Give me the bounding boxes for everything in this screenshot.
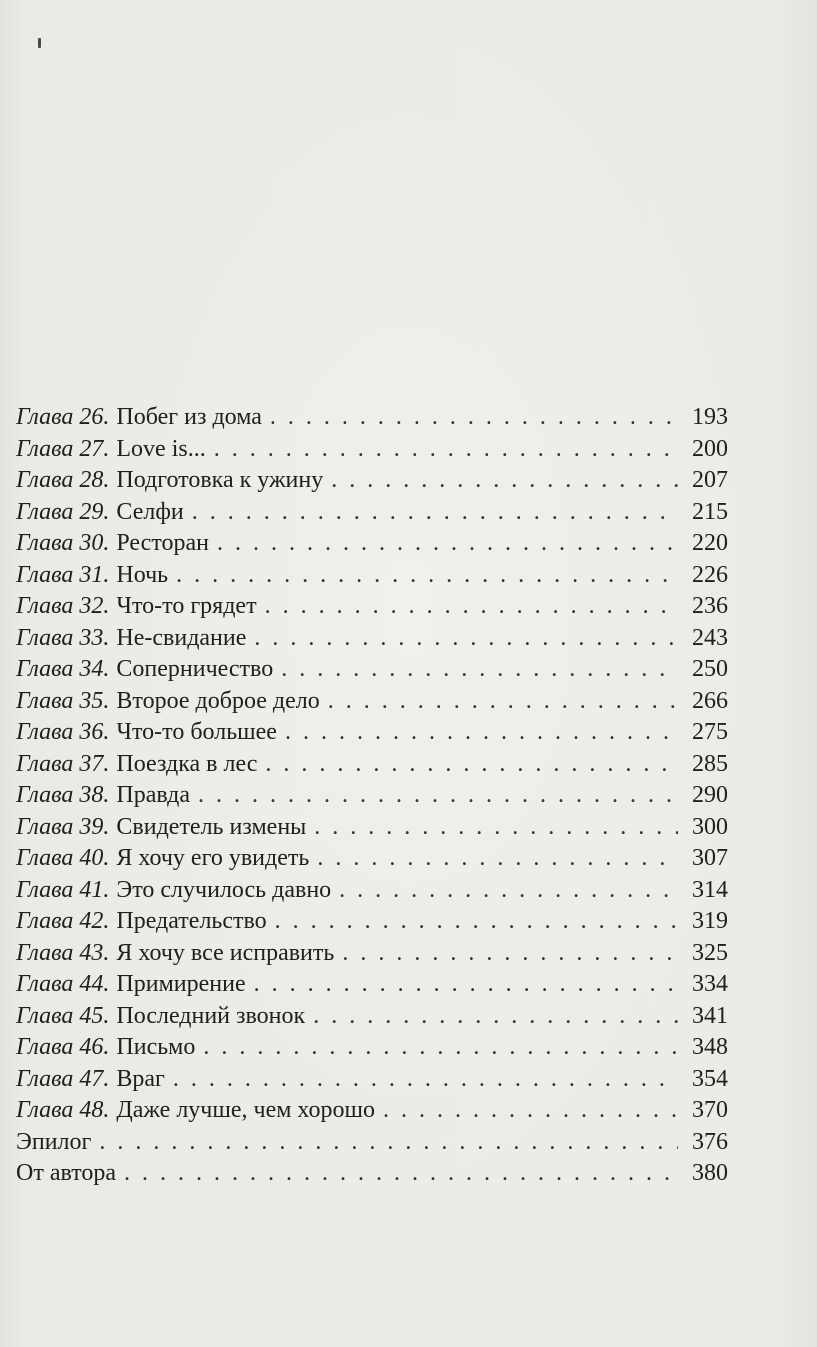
page-number: 250 [692,656,728,682]
chapter-label: Глава 29. [16,498,110,525]
dot-leader [176,560,678,592]
toc-entry-author-note [16,1158,728,1190]
page-number: 220 [692,530,728,556]
chapter-title: Love is... [116,435,206,462]
dot-leader [265,591,678,623]
toc-entry-chapter-42 [16,906,728,938]
toc-entry-chapter-41 [16,875,728,907]
chapter-title: Ночь [116,561,169,588]
dot-leader [331,465,678,497]
dot-leader [328,686,678,718]
toc-entry-chapter-45 [16,1001,728,1033]
chapter-label: Глава 27. [16,435,110,462]
dot-leader [342,938,678,970]
chapter-title: Не-свидание [116,624,247,651]
toc-entry-chapter-43 [16,938,728,970]
toc-entry-chapter-34 [16,654,728,686]
chapter-title: Что-то большее [116,719,277,745]
chapter-label: Глава 45. [16,1002,110,1029]
dot-leader [203,1032,678,1064]
chapter-title: Что-то грядет [116,593,257,619]
page-number: 348 [692,1034,728,1060]
toc-entry-chapter-38 [16,780,728,812]
chapter-title: Примирение [116,971,246,997]
page-number: 243 [692,624,728,651]
chapter-title: Предательство [116,908,267,934]
page-number: 300 [692,813,728,840]
chapter-label: Глава 40. [16,845,110,871]
toc-entry-chapter-31 [16,560,728,592]
page-number: 236 [692,593,728,619]
chapter-title: Враг [116,1065,165,1092]
toc-entry-chapter-33 [16,623,728,655]
dot-leader [173,1064,678,1096]
chapter-title: Соперничество [116,656,274,682]
dot-leader [270,402,678,434]
page-number: 325 [692,939,728,966]
chapter-title: Я хочу все исправить [116,939,335,966]
page-number: 307 [692,845,728,871]
chapter-label: Глава 44. [16,971,110,997]
toc-entry-chapter-48 [16,1095,728,1127]
chapter-label: Глава 26. [16,404,110,430]
toc-entry-chapter-37 [16,749,728,781]
page-number: 207 [692,467,728,493]
toc-entry-chapter-30 [16,528,728,560]
chapter-title: Подготовка к ужину [116,467,324,493]
chapter-title: Побег из дома [116,404,262,430]
chapter-label: Глава 47. [16,1065,110,1092]
page-number: 215 [692,498,728,525]
toc-entry-chapter-44 [16,969,728,1001]
dot-leader [124,1158,678,1190]
dot-leader [285,717,678,749]
toc-entry-chapter-27 [16,434,728,466]
chapter-label: Глава 32. [16,593,110,619]
page-number: 370 [692,1097,728,1123]
chapter-label: Глава 35. [16,687,110,714]
chapter-title: Поездка в лес [116,750,258,777]
page-number: 376 [692,1128,728,1155]
dot-leader [254,969,678,1001]
page-number: 275 [692,719,728,745]
chapter-title: Свидетель измены [116,813,307,840]
chapter-title: Последний звонок [116,1002,306,1029]
dot-leader [339,875,678,907]
toc-entry-chapter-29 [16,497,728,529]
toc-entry-chapter-32 [16,591,728,623]
chapter-title: Эпилог [16,1128,92,1155]
toc-entry-chapter-40 [16,843,728,875]
page-number: 226 [692,561,728,588]
page-number: 266 [692,687,728,714]
page-number: 319 [692,908,728,934]
dot-leader [314,812,678,844]
toc-entry-chapter-35 [16,686,728,718]
chapter-title: Даже лучше, чем хорошо [116,1097,375,1123]
toc-entry-chapter-36 [16,717,728,749]
toc-entry-chapter-39 [16,812,728,844]
chapter-label: Глава 37. [16,750,110,777]
chapter-title: Письмо [116,1034,196,1060]
dot-leader [214,434,678,466]
chapter-title: Я хочу его увидеть [116,845,310,871]
chapter-label: Глава 34. [16,656,110,682]
page-number: 380 [692,1160,728,1186]
toc-entry-chapter-46 [16,1032,728,1064]
chapter-label: Глава 33. [16,624,110,651]
chapter-label: Глава 28. [16,467,110,493]
page-number: 285 [692,750,728,777]
chapter-label: Глава 46. [16,1034,110,1060]
dot-leader [217,528,678,560]
page-number: 341 [692,1002,728,1029]
dot-leader [317,843,678,875]
chapter-title: Это случилось давно [116,876,332,903]
chapter-label: Глава 48. [16,1097,110,1123]
dot-leader [99,1127,678,1159]
chapter-label: Глава 38. [16,782,110,808]
chapter-label: Глава 42. [16,908,110,934]
chapter-label: Глава 30. [16,530,110,556]
dot-leader [254,623,678,655]
toc-entry-chapter-47 [16,1064,728,1096]
table-of-contents [16,402,728,1190]
chapter-label: Глава 43. [16,939,110,966]
chapter-label: Глава 36. [16,719,110,745]
dot-leader [275,906,678,938]
chapter-title: Второе доброе дело [116,687,320,714]
chapter-title: Правда [116,782,190,808]
page-number: 334 [692,971,728,997]
dot-leader [313,1001,678,1033]
chapter-title: Селфи [116,498,184,525]
dot-leader [198,780,678,812]
chapter-title: От автора [16,1160,117,1186]
chapter-title: Ресторан [116,530,209,556]
page-number: 354 [692,1065,728,1092]
dot-leader [281,654,678,686]
page-corner-mark [38,38,41,48]
toc-entry-chapter-28 [16,465,728,497]
toc-entry-epilogue [16,1127,728,1159]
page-number: 200 [692,435,728,462]
chapter-label: Глава 39. [16,813,110,840]
page-number: 314 [692,876,728,903]
chapter-label: Глава 41. [16,876,110,903]
toc-entry-chapter-26 [16,402,728,434]
chapter-label: Глава 31. [16,561,110,588]
dot-leader [192,497,678,529]
dot-leader [265,749,678,781]
dot-leader [383,1095,678,1127]
page-number: 290 [692,782,728,808]
page-number: 193 [692,404,728,430]
